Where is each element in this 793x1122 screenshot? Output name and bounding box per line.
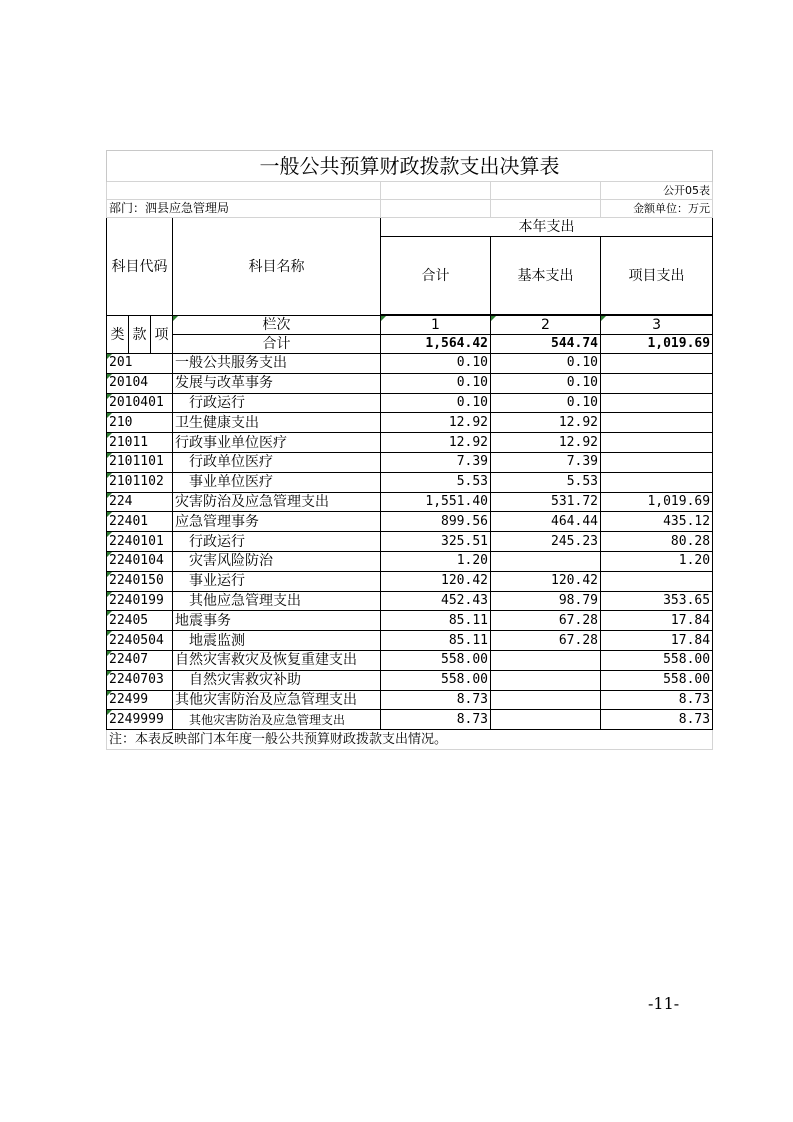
- project-cell: [601, 472, 713, 492]
- basic-cell: [491, 650, 601, 670]
- total-cell: 8.73: [381, 710, 491, 730]
- header-column-no: 栏次: [173, 316, 381, 335]
- header-code: 科目代码: [107, 218, 173, 316]
- total-cell: 7.39: [381, 452, 491, 472]
- subject-name-cell: 行政事业单位医疗: [173, 433, 381, 453]
- basic-cell: 120.42: [491, 571, 601, 591]
- subject-code-cell: 22407: [107, 650, 173, 670]
- subject-name-cell: 地震监测: [173, 631, 381, 651]
- total-cell: 558.00: [381, 650, 491, 670]
- subject-code-cell: 22499: [107, 690, 173, 710]
- project-cell: [601, 413, 713, 433]
- total-cell: 5.53: [381, 472, 491, 492]
- header-kuan: 款: [129, 316, 151, 354]
- basic-cell: 7.39: [491, 452, 601, 472]
- subject-code-cell: 2240104: [107, 551, 173, 571]
- basic-cell: [491, 551, 601, 571]
- basic-cell: [491, 710, 601, 730]
- table-row: [107, 611, 713, 631]
- project-cell: [601, 354, 713, 374]
- total-cell: 0.10: [381, 393, 491, 413]
- subject-name-cell: 发展与改革事务: [173, 373, 381, 393]
- subject-code-cell: 20104: [107, 373, 173, 393]
- table-row: [107, 571, 713, 591]
- total-cell: 452.43: [381, 591, 491, 611]
- total-cell: 0.10: [381, 354, 491, 374]
- subject-code-cell: 2240150: [107, 571, 173, 591]
- subject-name-cell: 其他灾害防治及应急管理支出: [173, 690, 381, 710]
- project-cell: 558.00: [601, 670, 713, 690]
- project-cell: [601, 571, 713, 591]
- subject-code-cell: 2240703: [107, 670, 173, 690]
- table-row: [107, 631, 713, 651]
- subject-name-cell: 自然灾害救灾补助: [173, 670, 381, 690]
- project-cell: [601, 393, 713, 413]
- expenditure-sheet: [106, 150, 712, 750]
- basic-cell: 12.92: [491, 433, 601, 453]
- header-total: 合计: [381, 237, 491, 315]
- table-row: [107, 551, 713, 571]
- project-cell: 353.65: [601, 591, 713, 611]
- subject-name-cell: 卫生健康支出: [173, 413, 381, 433]
- page-number: -11-: [648, 994, 680, 1013]
- total-cell: 12.92: [381, 413, 491, 433]
- subject-name-cell: 事业运行: [173, 571, 381, 591]
- expenditure-table: [106, 150, 713, 750]
- total-cell: 0.10: [381, 373, 491, 393]
- basic-cell: 5.53: [491, 472, 601, 492]
- project-cell: [601, 373, 713, 393]
- subject-code-cell: 2101101: [107, 452, 173, 472]
- project-cell: [601, 433, 713, 453]
- table-row: [107, 393, 713, 413]
- table-row: [107, 650, 713, 670]
- subject-code-cell: 201: [107, 354, 173, 374]
- total-cell: 325.51: [381, 532, 491, 552]
- table-row: [107, 690, 713, 710]
- subject-code-cell: 224: [107, 492, 173, 512]
- header-current-year: 本年支出: [381, 218, 713, 237]
- subject-code-cell: 22405: [107, 611, 173, 631]
- subject-name-cell: 行政运行: [173, 393, 381, 413]
- basic-cell: 98.79: [491, 591, 601, 611]
- table-title: 一般公共预算财政拨款支出决算表: [107, 151, 713, 182]
- subject-name-cell: 自然灾害救灾及恢复重建支出: [173, 650, 381, 670]
- basic-cell: 12.92: [491, 413, 601, 433]
- subject-code-cell: 2010401: [107, 393, 173, 413]
- subject-name-cell: 行政运行: [173, 532, 381, 552]
- subject-code-cell: 210: [107, 413, 173, 433]
- header-xiang: 项: [151, 316, 173, 354]
- project-cell: 1,019.69: [601, 492, 713, 512]
- basic-cell: [491, 670, 601, 690]
- table-row: [107, 373, 713, 393]
- table-row: [107, 492, 713, 512]
- basic-cell: 464.44: [491, 512, 601, 532]
- subject-name-cell: 其他灾害防治及应急管理支出: [173, 710, 381, 730]
- total-cell: 8.73: [381, 690, 491, 710]
- table-row: [107, 512, 713, 532]
- project-cell: 17.84: [601, 611, 713, 631]
- subject-name-cell: 灾害防治及应急管理支出: [173, 492, 381, 512]
- project-cell: 80.28: [601, 532, 713, 552]
- basic-cell: 67.28: [491, 611, 601, 631]
- project-cell: 435.12: [601, 512, 713, 532]
- total-cell: 558.00: [381, 670, 491, 690]
- project-cell: 17.84: [601, 631, 713, 651]
- header-lei: 类: [107, 316, 129, 354]
- table-row: [107, 710, 713, 730]
- subject-code-cell: 2240504: [107, 631, 173, 651]
- department-label: 部门：泗县应急管理局: [107, 200, 381, 218]
- subject-name-cell: 灾害风险防治: [173, 551, 381, 571]
- basic-cell: 0.10: [491, 354, 601, 374]
- basic-cell: 67.28: [491, 631, 601, 651]
- total-cell: 120.42: [381, 571, 491, 591]
- header-project: 项目支出: [601, 237, 713, 315]
- subject-name-cell: 事业单位医疗: [173, 472, 381, 492]
- total-cell: 85.11: [381, 631, 491, 651]
- header-name: 科目名称: [173, 218, 381, 316]
- project-cell: 1.20: [601, 551, 713, 571]
- sum-label: 合计: [173, 335, 381, 354]
- subject-name-cell: 其他应急管理支出: [173, 591, 381, 611]
- table-row: [107, 670, 713, 690]
- sum-total: 1,564.42: [381, 335, 491, 354]
- table-row: [107, 532, 713, 552]
- basic-cell: [491, 690, 601, 710]
- table-row: [107, 472, 713, 492]
- subject-code-cell: 22401: [107, 512, 173, 532]
- header-basic: 基本支出: [491, 237, 601, 315]
- sum-project: 1,019.69: [601, 335, 713, 354]
- project-cell: 8.73: [601, 710, 713, 730]
- subject-name-cell: 地震事务: [173, 611, 381, 631]
- table-row: [107, 354, 713, 374]
- table-row: [107, 452, 713, 472]
- basic-cell: 531.72: [491, 492, 601, 512]
- col-number-3: 3: [601, 316, 713, 335]
- project-cell: 8.73: [601, 690, 713, 710]
- subject-name-cell: 行政单位医疗: [173, 452, 381, 472]
- subject-code-cell: 2240101: [107, 532, 173, 552]
- basic-cell: 0.10: [491, 393, 601, 413]
- col-number-1: 1: [381, 316, 491, 335]
- basic-cell: 245.23: [491, 532, 601, 552]
- total-cell: 1.20: [381, 551, 491, 571]
- subject-name-cell: 一般公共服务支出: [173, 354, 381, 374]
- subject-code-cell: 2101102: [107, 472, 173, 492]
- col-number-2: 2: [491, 316, 601, 335]
- project-cell: [601, 452, 713, 472]
- table-note: 注：本表反映部门本年度一般公共预算财政拨款支出情况。: [107, 730, 713, 750]
- subject-name-cell: 应急管理事务: [173, 512, 381, 532]
- unit-label: 金额单位：万元: [601, 200, 713, 218]
- total-cell: 899.56: [381, 512, 491, 532]
- subject-code-cell: 21011: [107, 433, 173, 453]
- table-row: [107, 591, 713, 611]
- total-cell: 12.92: [381, 433, 491, 453]
- subject-code-cell: 2249999: [107, 710, 173, 730]
- total-cell: 1,551.40: [381, 492, 491, 512]
- sum-basic: 544.74: [491, 335, 601, 354]
- subject-code-cell: 2240199: [107, 591, 173, 611]
- total-cell: 85.11: [381, 611, 491, 631]
- form-number: 公开05表: [601, 182, 713, 200]
- table-row: [107, 413, 713, 433]
- project-cell: 558.00: [601, 650, 713, 670]
- basic-cell: 0.10: [491, 373, 601, 393]
- table-row: [107, 433, 713, 453]
